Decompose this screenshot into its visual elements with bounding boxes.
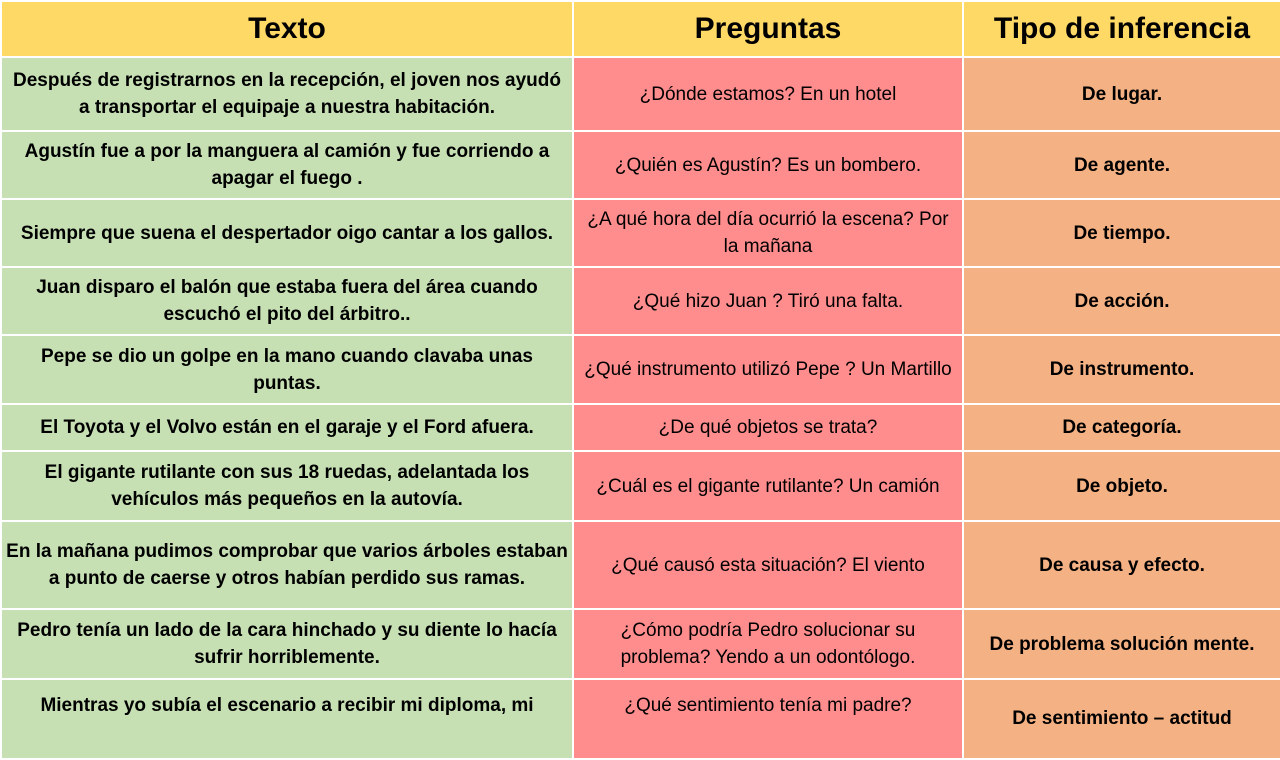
table-row xyxy=(1,335,1280,404)
cell-texto: Pepe se dio un golpe en la mano cuando clavaba unas puntas. xyxy=(1,335,573,404)
header-tipo: Tipo de inferencia xyxy=(963,1,1280,57)
cell-tipo: De causa y efecto. xyxy=(963,521,1280,609)
cell-tipo: De agente. xyxy=(963,131,1280,199)
cell-texto: En la mañana pudimos comprobar que varios árboles estaban a punto de caerse y otros habían perdido sus ramas. xyxy=(1,521,573,609)
header-preguntas: Preguntas xyxy=(573,1,963,57)
cell-tipo: De tiempo. xyxy=(963,199,1280,267)
cell-pregunta: ¿Qué causó esta situación? El viento xyxy=(573,521,963,609)
table-row xyxy=(1,131,1280,199)
cell-texto: Juan disparo el balón que estaba fuera del área cuando escuchó el pito del árbitro.. xyxy=(1,267,573,335)
cell-texto: Mientras yo subía el escenario a recibir mi diploma, mi xyxy=(1,679,573,759)
table-row xyxy=(1,609,1280,679)
cell-pregunta: ¿Dónde estamos? En un hotel xyxy=(573,57,963,131)
table-row xyxy=(1,57,1280,131)
cell-pregunta: ¿A qué hora del día ocurrió la escena? Por la mañana xyxy=(573,199,963,267)
cell-tipo: De lugar. xyxy=(963,57,1280,131)
cell-texto: El gigante rutilante con sus 18 ruedas, adelantada los vehículos más pequeños en la autovía. xyxy=(1,451,573,521)
cell-texto: El Toyota y el Volvo están en el garaje y el Ford afuera. xyxy=(1,404,573,451)
cell-texto: Pedro tenía un lado de la cara hinchado y su diente lo hacía sufrir horriblemente. xyxy=(1,609,573,679)
cell-pregunta: ¿Qué hizo Juan ? Tiró una falta. xyxy=(573,267,963,335)
cell-pregunta: ¿De qué objetos se trata? xyxy=(573,404,963,451)
cell-pregunta: ¿Cuál es el gigante rutilante? Un camión xyxy=(573,451,963,521)
cell-tipo: De sentimiento – actitud xyxy=(963,679,1280,759)
cell-texto: Agustín fue a por la manguera al camión y fue corriendo a apagar el fuego . xyxy=(1,131,573,199)
cell-pregunta: ¿Cómo podría Pedro solucionar su problema? Yendo a un odontólogo. xyxy=(573,609,963,679)
table-row xyxy=(1,199,1280,267)
table-row xyxy=(1,679,1280,759)
cell-tipo: De acción. xyxy=(963,267,1280,335)
table-row xyxy=(1,521,1280,609)
header-texto: Texto xyxy=(1,1,573,57)
cell-pregunta: ¿Qué sentimiento tenía mi padre? xyxy=(573,679,963,759)
cell-pregunta: ¿Quién es Agustín? Es un bombero. xyxy=(573,131,963,199)
table-row xyxy=(1,451,1280,521)
table-row xyxy=(1,404,1280,451)
cell-tipo: De categoría. xyxy=(963,404,1280,451)
cell-tipo: De objeto. xyxy=(963,451,1280,521)
cell-texto: Después de registrarnos en la recepción, el joven nos ayudó a transportar el equipaje a nuestra habitación. xyxy=(1,57,573,131)
cell-tipo: De instrumento. xyxy=(963,335,1280,404)
table-row xyxy=(1,267,1280,335)
cell-tipo: De problema solución mente. xyxy=(963,609,1280,679)
cell-pregunta: ¿Qué instrumento utilizó Pepe ? Un Martillo xyxy=(573,335,963,404)
header-row xyxy=(1,1,1280,57)
cell-texto: Siempre que suena el despertador oigo cantar a los gallos. xyxy=(1,199,573,267)
